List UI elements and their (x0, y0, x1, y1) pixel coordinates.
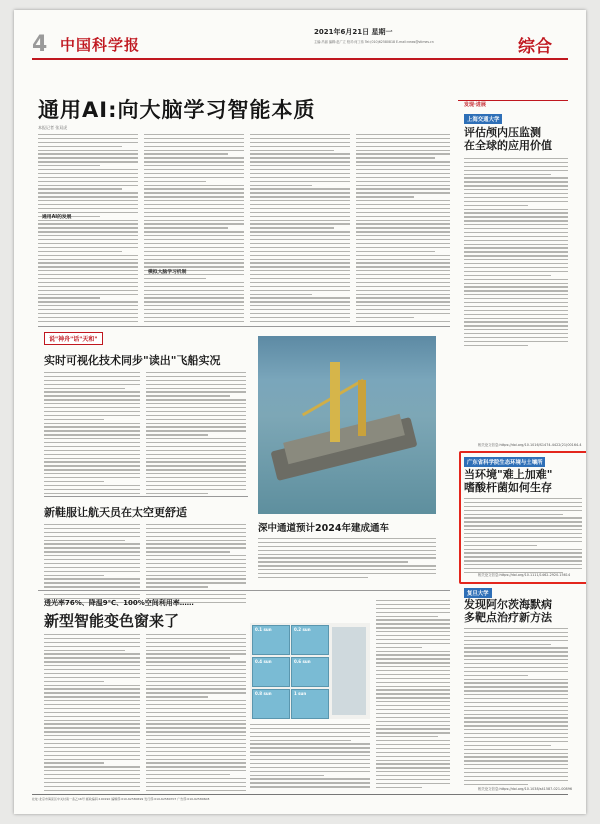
photo-caption-text (258, 538, 436, 581)
item1-title-line1: 评估颅内压监测 (464, 126, 541, 139)
photo-caption: 深中通道预计2024年建成通车 (258, 523, 389, 534)
figure-side-panel (332, 627, 366, 715)
item1-title (464, 126, 552, 152)
main-subhead-2: 模拟大脑学习机制 (148, 270, 187, 275)
item3-title-line1: 发现阿尔茨海默病 (464, 598, 552, 611)
item2-reference: 相关论文信息:https://doi.org/10.1111/1462-2920.15614 (478, 573, 571, 577)
footer-info: 社址:北京市海淀区中关村南一条乙16号 邮政编码:100190 编辑部:010-62580699 发行部:010-62580707 广告部:010-62580608 (32, 797, 210, 801)
institution-tag: 上海交通大学 (464, 114, 502, 124)
live-col-2 (146, 372, 246, 497)
main-col-3 (250, 134, 350, 325)
main-col-1 (38, 134, 138, 325)
suit-col-2 (146, 524, 246, 606)
institution-tag: 复旦大学 (464, 588, 492, 598)
figure-panel (252, 689, 290, 719)
suit-headline: 新鞋服让航天员在太空更舒适 (44, 506, 187, 519)
item3-body (464, 628, 568, 788)
paper-logo: 中国科学报 (60, 36, 141, 54)
header-rule (32, 58, 568, 60)
item2-title-line2: 嗜酸杆菌如何生存 (464, 481, 552, 494)
newspaper-page (14, 10, 586, 814)
panel-label: 0.1 sun (255, 627, 272, 632)
figure-panel (252, 625, 290, 655)
bottom-col-4 (376, 600, 450, 791)
main-byline: 本报记者 张双虎 (38, 125, 68, 130)
bottom-headline: 新型智能变色窗来了 (44, 612, 180, 630)
divider (38, 326, 450, 327)
figure-panel (291, 689, 329, 719)
panel-label: 0.2 sun (294, 627, 311, 632)
page-number: 4 (32, 32, 48, 57)
item2-title-line1: 当环境"难上加难" (464, 468, 553, 481)
panel-label: 0.6 sun (294, 659, 311, 664)
item1-title-line2: 在全球的应用价值 (464, 139, 552, 152)
item2-body (464, 498, 582, 576)
item3-reference: 相关论文信息:https://doi.org/10.1038/s41587-021-00896 (478, 787, 573, 791)
panel-label: 0.4 sun (255, 659, 272, 664)
live-col-1 (44, 372, 140, 497)
bottom-col-1 (44, 634, 140, 794)
institution-tag: 广东省科学院生态环境与土壤所 (464, 457, 545, 467)
divider (38, 590, 450, 591)
main-col-4 (356, 134, 450, 325)
item1-reference: 相关论文信息:https://doi.org/10.1016/S1474-4422(21)00164-4 (478, 443, 582, 447)
column-badge: 说"神舟"话"天和" (44, 332, 103, 345)
item3-title-line2: 多靶点治疗新方法 (464, 611, 552, 624)
bottom-col-2 (146, 634, 246, 794)
main-subhead-1: 通用AI的发展 (42, 215, 72, 220)
figure-panel (252, 657, 290, 687)
figure-panel (291, 625, 329, 655)
item1-body (464, 158, 568, 349)
bridge-construction-photo (258, 336, 436, 514)
section-title: 综合 (518, 37, 552, 57)
item3-title (464, 598, 552, 624)
panel-label: 1 sun (294, 691, 307, 696)
suit-col-1 (44, 524, 140, 606)
bottom-kicker: 透光率76%、降温9℃、100%空间利用率…… (44, 599, 194, 607)
live-headline: 实时可视化技术同步"读出"飞船实况 (44, 354, 221, 367)
divider (44, 496, 248, 497)
panel-label: 0.8 sun (255, 691, 272, 696)
main-headline: 通用AI:向大脑学习智能本质 (38, 98, 316, 122)
main-col-2 (144, 134, 244, 325)
figure-panel (291, 657, 329, 687)
editor-info: 主编:冯丽 编辑:赵广立 校对:何工伟 Tel:(010)62580818 E-mail:news@stimes.cn (314, 40, 434, 44)
smart-window-figure (250, 623, 370, 719)
item2-title (464, 468, 552, 494)
issue-date: 2021年6月21日 星期一 (314, 28, 393, 36)
figure-text (250, 724, 370, 790)
footer-rule (32, 794, 568, 795)
right-section-label: 发现·进展 (464, 102, 486, 108)
